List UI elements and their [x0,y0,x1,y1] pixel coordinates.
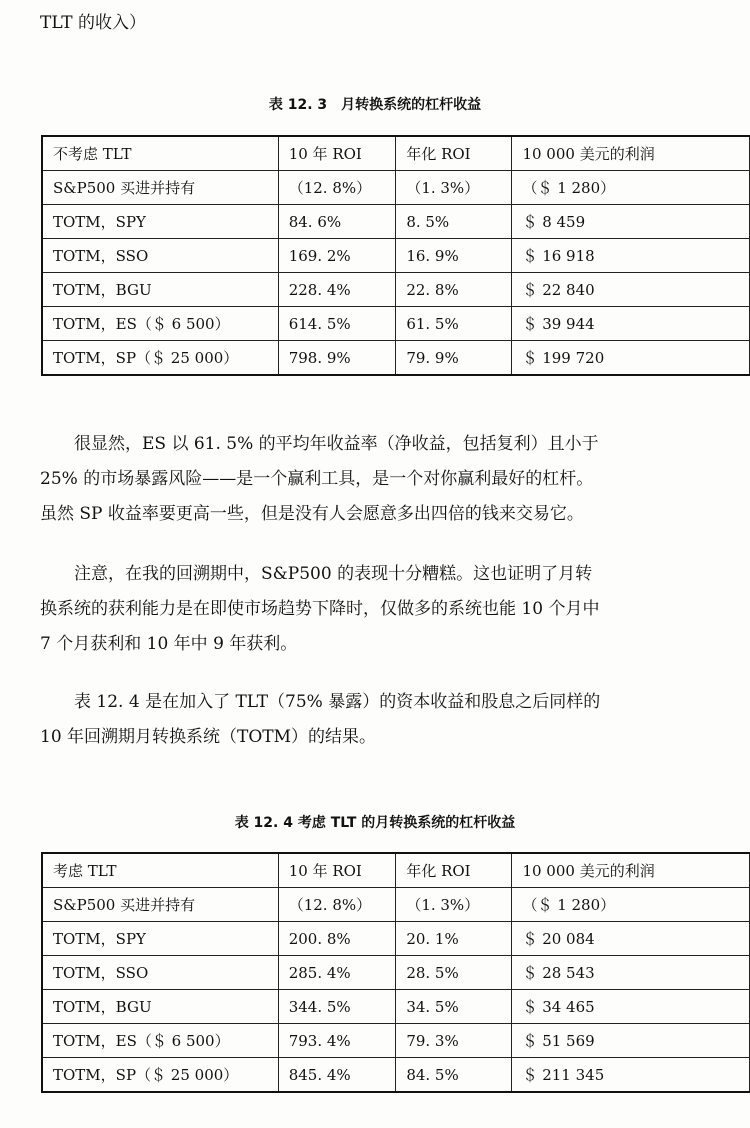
table-cell: 20. 1% [396,922,512,956]
table-cell: 79. 9% [396,341,512,376]
paragraph-line: 表 12. 4 是在加入了 TLT（75% 暴露）的资本收益和股息之后同样的 [74,692,601,712]
table-cell: TOTM，SP（＄ 25 000） [42,1058,278,1093]
header-cell: 10 000 美元的利润 [512,136,750,171]
table-cell: 79. 3% [396,1024,512,1058]
paragraph-line: 25% 的市场暴露风险——是一个赢利工具，是一个对你赢利最好的杠杆。 [40,469,594,489]
table-cell: 793. 4% [278,1024,396,1058]
table-cell: 228. 4% [278,273,396,307]
table-cell: （1. 3%） [396,888,512,922]
table-cell: 16. 9% [396,239,512,273]
paragraph-line: 7 个月获利和 10 年中 9 年获利。 [40,634,298,654]
table-cell: TOTM，BGU [42,273,278,307]
table-cell: TOTM，ES（＄ 6 500） [42,1024,278,1058]
header-cell: 10 年 ROI [278,136,396,171]
header-cell: 10 000 美元的利润 [512,853,750,888]
table-cell: 28. 5% [396,956,512,990]
table-cell: ＄ 199 720 [512,341,750,376]
table-cell: （＄ 1 280） [512,171,750,205]
table-cell: ＄ 39 944 [512,307,750,341]
paragraph-line: 换系统的获利能力是在即使市场趋势下降时，仅做多的系统也能 10 个月中 [40,599,600,619]
table-caption-12-3: 表 12. 3 月转换系统的杠杆收益 [268,97,482,113]
table-cell: TOTM，SSO [42,239,278,273]
table-cell: 61. 5% [396,307,512,341]
table-cell: ＄ 20 084 [512,922,750,956]
table-row [42,922,750,956]
table-cell: 22. 8% [396,273,512,307]
table-cell: TOTM，SPY [42,205,278,239]
table-cell: ＄ 8 459 [512,205,750,239]
table-row [42,956,750,990]
table-cell: 84. 6% [278,205,396,239]
table-cell: ＄ 16 918 [512,239,750,273]
table-row [42,239,750,273]
table-12-3 [41,135,750,376]
table-cell: 200. 8% [278,922,396,956]
table-row [42,888,750,922]
table-cell: 344. 5% [278,990,396,1024]
table-12-4 [41,852,750,1093]
table-row [42,307,750,341]
paragraph-line: 注意，在我的回溯期中，S&P500 的表现十分糟糕。这也证明了月转 [74,564,593,584]
table-cell: 8. 5% [396,205,512,239]
header-cell: 不考虑 TLT [42,136,278,171]
table-cell: ＄ 211 345 [512,1058,750,1093]
paragraph-line: 很显然，ES 以 61. 5% 的平均年收益率（净收益，包括复利）且小于 [74,434,599,454]
table-cell: 169. 2% [278,239,396,273]
header-cell: 考虑 TLT [42,853,278,888]
table-cell: S&P500 买进并持有 [42,888,278,922]
table-header-row [42,136,750,171]
table-cell: （1. 3%） [396,171,512,205]
table-cell: ＄ 34 465 [512,990,750,1024]
paragraph-line: 10 年回溯期月转换系统（TOTM）的结果。 [40,727,377,747]
table-cell: 845. 4% [278,1058,396,1093]
table-cell: TOTM，BGU [42,990,278,1024]
table-cell: 614. 5% [278,307,396,341]
table-row [42,990,750,1024]
table-row [42,1024,750,1058]
table-row [42,205,750,239]
table-cell: 798. 9% [278,341,396,376]
table-cell: TOTM，SPY [42,922,278,956]
table-cell: ＄ 28 543 [512,956,750,990]
paragraph-1 [40,427,750,532]
table-row [42,341,750,376]
table-cell: ＄ 22 840 [512,273,750,307]
table-cell: ＄ 51 569 [512,1024,750,1058]
table-row [42,171,750,205]
table-caption-12-4: 表 12. 4 考虑 TLT 的月转换系统的杠杆收益 [234,815,516,831]
table-row [42,273,750,307]
header-cell: 年化 ROI [396,136,512,171]
table-header-row [42,853,750,888]
table-cell: 84. 5% [396,1058,512,1093]
table-cell: TOTM，SSO [42,956,278,990]
table-cell: 285. 4% [278,956,396,990]
paragraph-line: 虽然 SP 收益率要更高一些，但是没有人会愿意多出四倍的钱来交易它。 [40,504,584,524]
header-cell: 年化 ROI [396,853,512,888]
top-line-fragment: TLT 的收入） [40,13,146,33]
table-row [42,1058,750,1093]
table-cell: （12. 8%） [278,171,396,205]
paragraph-3 [40,685,750,755]
table-cell: （＄ 1 280） [512,888,750,922]
table-cell: TOTM，SP（＄ 25 000） [42,341,278,376]
table-cell: 34. 5% [396,990,512,1024]
table-cell: （12. 8%） [278,888,396,922]
paragraph-2 [40,557,750,662]
table-cell: TOTM，ES（＄ 6 500） [42,307,278,341]
table-cell: S&P500 买进并持有 [42,171,278,205]
header-cell: 10 年 ROI [278,853,396,888]
